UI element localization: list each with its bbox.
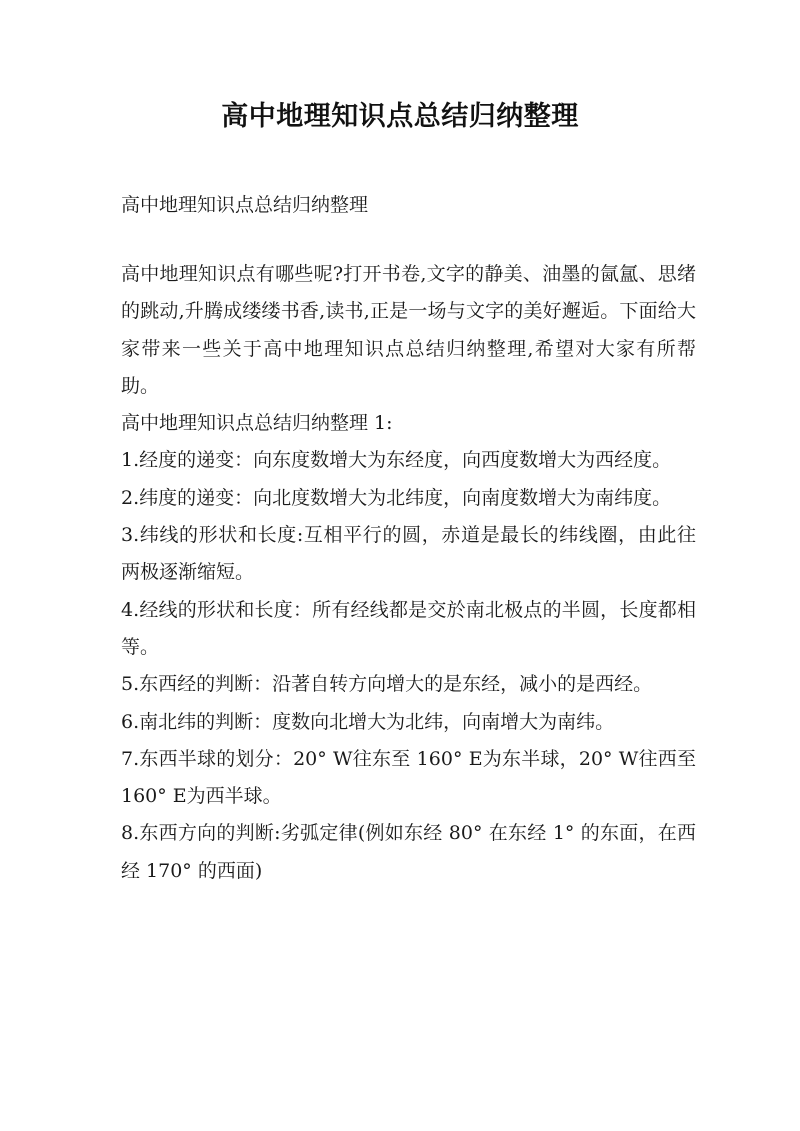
document-subtitle: 高中地理知识点总结归纳整理 (121, 194, 369, 216)
list-item: 3.纬线的形状和长度:互相平行的圆，赤道是最长的纬线圈，由此往两极逐渐缩短。 (121, 524, 696, 584)
list-item: 6.南北纬的判断：度数向北增大为北纬，向南增大为南纬。 (121, 710, 615, 733)
list-item: 8.东西方向的判断:劣弧定律(例如东经 80° 在东经 1° 的东面，在西经 170° 的西面) (121, 822, 696, 882)
intro-paragraph: 高中地理知识点有哪些呢?打开书卷,文字的静美、油墨的氤氲、思绪的跳动,升腾成缕缕书香,读书,正是一场与文字的美好邂逅。下面给大家带来一些关于高中地理知识点总结归纳整理,希望对大家有所帮助。 (121, 263, 696, 397)
list-item: 1.经度的递变：向东度数增大为东经度，向西度数增大为西经度。 (121, 449, 672, 472)
list-item: 7.东西半球的划分：20° W往东至 160° E为东半球，20° W往西至 160° E为西半球。 (121, 747, 696, 808)
document-body (121, 256, 696, 890)
document-title: 高中地理知识点总结归纳整理 (221, 101, 579, 132)
list-item: 4.经线的形状和长度：所有经线都是交於南北极点的半圆，长度都相等。 (121, 598, 696, 658)
section-heading: 高中地理知识点总结归纳整理 1: (121, 412, 393, 435)
list-item: 2.纬度的递变：向北度数增大为北纬度，向南度数增大为南纬度。 (121, 486, 672, 509)
list-item: 5.东西经的判断：沿著自转方向增大的是东经，减小的是西经。 (121, 673, 653, 696)
